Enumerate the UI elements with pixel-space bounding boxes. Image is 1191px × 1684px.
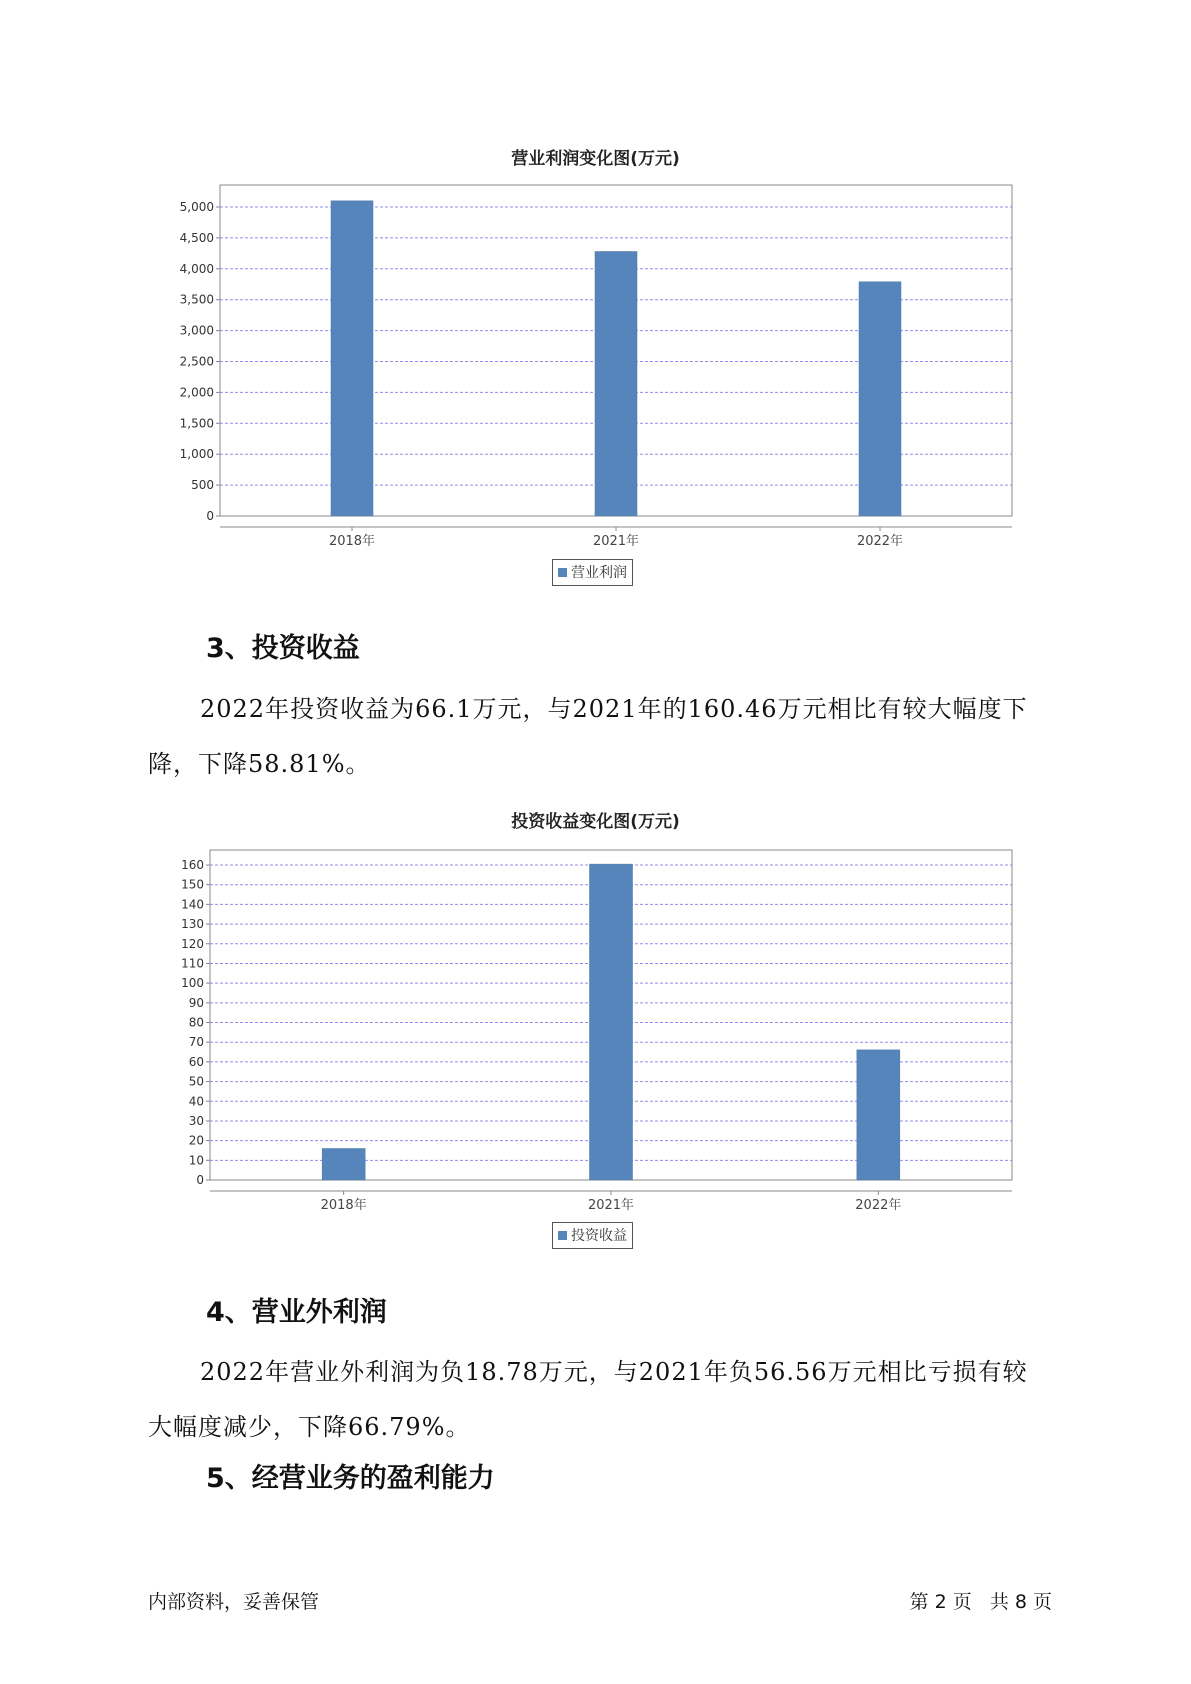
y-tick-label: 500	[191, 478, 214, 493]
footer-page-number: 第 2 页 共 8 页	[909, 1591, 1052, 1613]
y-tick-label: 2,000	[179, 385, 214, 400]
y-tick-label: 150	[181, 877, 204, 892]
y-tick-label: 2,500	[179, 354, 214, 369]
chart2-legend-label: 投资收益	[571, 1228, 627, 1244]
y-tick-label: 0	[196, 1173, 204, 1187]
y-tick-label: 0	[206, 509, 214, 523]
y-tick-label: 50	[188, 1074, 204, 1089]
y-tick-label: 10	[188, 1153, 204, 1168]
y-tick-label: 120	[181, 936, 204, 951]
section-4-heading: 4、营业外利润	[206, 1297, 387, 1328]
section-3-text: 2022年投资收益为66.1万元，与2021年的160.46万元相比有较大幅度下降，下降58.81%。	[148, 695, 1028, 778]
chart1-legend-label: 营业利润	[571, 565, 627, 581]
x-tick-label: 2022年	[855, 1198, 902, 1213]
x-tick-label: 2018年	[328, 534, 376, 549]
bar-2022年	[857, 1050, 900, 1180]
y-tick-label: 3,500	[179, 292, 214, 307]
x-tick-label: 2021年	[587, 1198, 635, 1213]
y-tick-label: 5,000	[179, 200, 214, 214]
y-tick-label: 3,000	[179, 323, 214, 338]
y-tick-label: 70	[188, 1035, 204, 1050]
y-tick-label: 130	[181, 917, 204, 932]
y-tick-label: 60	[188, 1054, 204, 1069]
y-tick-label: 140	[181, 897, 204, 912]
y-tick-label: 4,500	[179, 230, 214, 245]
chart2-legend	[552, 1222, 633, 1249]
y-tick-label: 160	[181, 858, 204, 872]
y-tick-label: 100	[181, 976, 204, 991]
y-tick-label: 40	[188, 1094, 204, 1109]
legend-swatch	[558, 1231, 567, 1240]
section-5-heading: 5、经营业务的盈利能力	[206, 1463, 495, 1494]
section-3-heading: 3、投资收益	[206, 633, 360, 664]
footer-confidential-note: 内部资料，妥善保管	[148, 1591, 320, 1613]
bar-2018年	[322, 1149, 365, 1181]
y-tick-label: 1,500	[179, 416, 214, 431]
y-tick-label: 90	[188, 995, 204, 1010]
x-tick-label: 2018年	[320, 1198, 367, 1213]
y-tick-label: 80	[188, 1015, 204, 1030]
chart1-title: 营业利润变化图(万元)	[511, 149, 680, 169]
y-tick-label: 30	[188, 1113, 204, 1128]
chart2-title: 投资收益变化图(万元)	[511, 812, 680, 832]
bar-2021年	[590, 864, 633, 1180]
section-4-text: 2022年营业外利润为负18.78万元，与2021年负56.56万元相比亏损有较大幅度减少，下降66.79%。	[148, 1358, 1028, 1441]
y-tick-label: 1,000	[179, 447, 214, 462]
y-tick-label: 20	[188, 1133, 204, 1148]
section-4-paragraph	[148, 1345, 1048, 1455]
y-tick-label: 4,000	[179, 261, 214, 276]
y-tick-label: 110	[181, 956, 204, 971]
x-tick-label: 2021年	[592, 534, 640, 549]
x-tick-label: 2022年	[856, 534, 904, 549]
